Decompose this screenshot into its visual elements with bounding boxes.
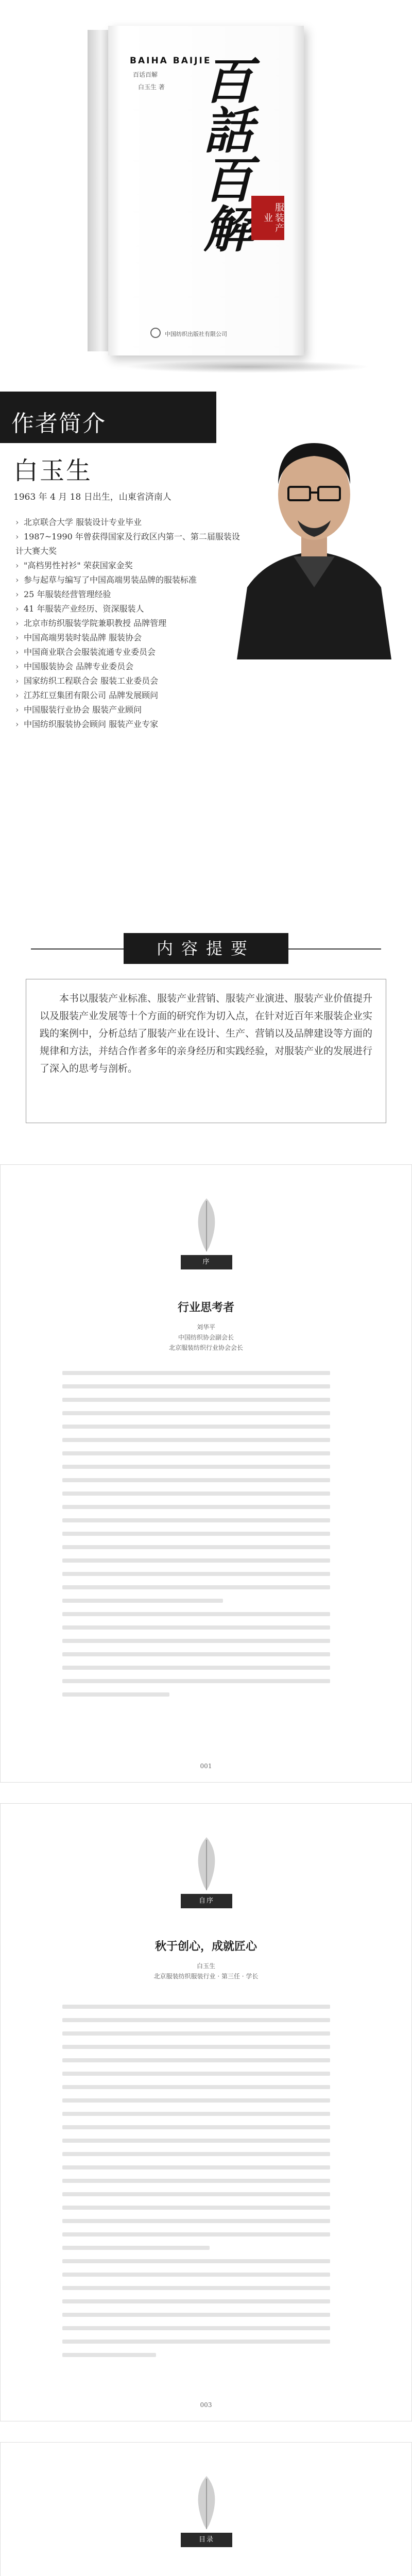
preface-page-1	[0, 1164, 412, 1783]
list-item: › 中国服装行业协会 服装产业顾问	[15, 705, 142, 715]
cover-author: 白玉生 著	[138, 83, 165, 91]
page-number: 003	[200, 2401, 212, 2409]
cover-publisher: 中国纺织出版社有限公司	[165, 331, 227, 337]
list-item: › 1987~1990 年曾获得国家及行政区内第一、第二届服装设计大赛大奖	[15, 532, 240, 556]
author-name: 白玉生	[13, 456, 93, 485]
feather-icon	[186, 2473, 227, 2530]
book-cover-area	[0, 0, 412, 392]
summary-title: 内容提要	[124, 933, 288, 964]
list-item: › 北京联合大学 服装设计专业毕业	[15, 517, 142, 527]
publisher-logo-icon	[150, 328, 161, 338]
toc-badge: 目录	[181, 2533, 232, 2547]
author-section	[0, 392, 412, 938]
list-item: › 中国纺织服装协会顾问 服装产业专家	[15, 719, 159, 729]
preface-body-lines	[62, 1371, 330, 1706]
list-item: › 25 年服装经营管理经验	[15, 589, 111, 599]
self-preface-body-lines	[62, 2005, 330, 2366]
feather-icon	[186, 1196, 227, 1252]
cover-red-stamp: 服装产业	[251, 196, 284, 240]
cover-main-title: 百話百解	[203, 52, 250, 259]
self-preface-badge: 自序	[181, 1894, 232, 1908]
list-item: › 江苏红豆集团有限公司 品牌发展顾问	[15, 690, 159, 700]
list-item: › 中国商业联合会服装流通专业委员会	[15, 647, 156, 657]
cover-cn-subtitle: 百话百解	[133, 71, 158, 78]
page-number: 001	[200, 1762, 212, 1770]
feather-icon	[186, 1835, 227, 1891]
preface-badge: 序	[181, 1255, 232, 1269]
self-preface-title: 秋于创心，成就匠心	[154, 1940, 257, 1953]
preface-title: 行业思考者	[177, 1301, 234, 1314]
list-item: › 参与起草与编写了中国高端男装品牌的服装标准	[15, 575, 197, 585]
list-item: › 中国服装协会 品牌专业委员会	[15, 662, 134, 671]
list-item: › 41 年服装产业经历、资深服装人	[15, 604, 144, 614]
preface-meta: 刘华平 中国纺织协会副会长 北京服装纺织行业协会会长	[168, 1324, 243, 1351]
list-item: › 国家纺织工程联合会 服装工业委员会	[15, 676, 159, 686]
author-credentials-list	[15, 515, 242, 732]
book-shadow	[124, 361, 371, 373]
author-birth: 1963 年 4 月 18 日出生，山東省済南人	[13, 492, 171, 502]
preface-page-2	[0, 1803, 412, 2421]
list-item: › 中国高端男装时装品牌 服装协会	[15, 633, 142, 642]
author-photo	[216, 392, 412, 659]
list-item: › "高档男性衬衫" 荣获国家金奖	[15, 561, 133, 570]
summary-text: 本书以服装产业标准、服装产业营销、服装产业演进、服装产业价值提升以及服装产业发展等十个方面的研究作为切入点，在针对近百年来服装企业实践的案例中，分析总结了服装产业在设计、生产、营销以及品牌建设等方面的规律和方法，并结合作者多年的亲身经历和实践经验，对服装产业的发展进行了深入的思考与剖析。	[26, 979, 386, 1123]
self-preface-meta: 白玉生 北京服装纺织服装行业 · 第三任 · 学长	[153, 1962, 259, 1980]
author-section-title: 作者简介	[11, 411, 106, 437]
cover-en-title: BAIHA BAIJIE	[130, 56, 212, 66]
summary-header	[0, 930, 412, 971]
list-item: › 北京市纺织服装学院兼职教授 品牌管理	[15, 618, 167, 628]
toc-pages	[0, 2442, 412, 2576]
book-spine	[88, 30, 109, 351]
